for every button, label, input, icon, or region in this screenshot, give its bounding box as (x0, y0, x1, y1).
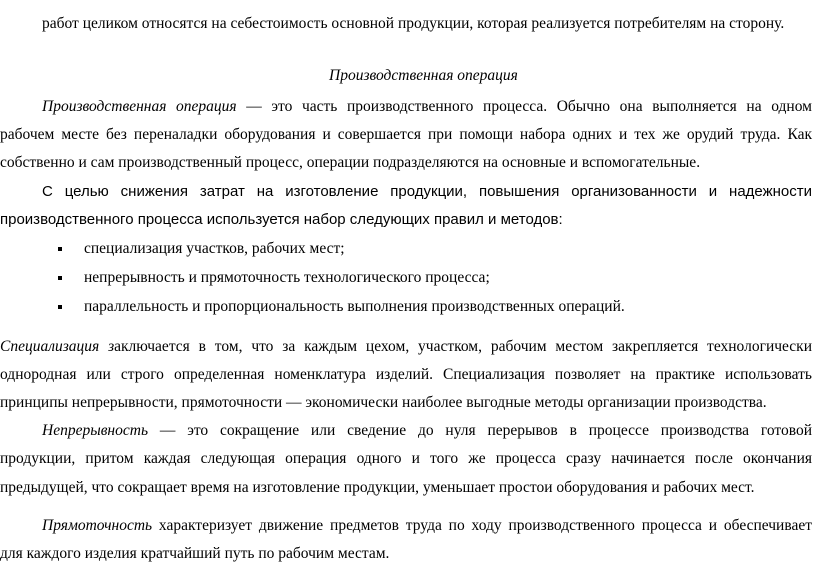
bullet-icon (58, 247, 62, 251)
paragraph-3-line-3: принципы непрерывности, прямоточности — экономически наиболее выгодные методы организации производства. (0, 394, 767, 411)
paragraph-4-line-1: Непрерывность — это сокращение или сведение до нуля перерывов в процессе производства готовой (42, 422, 812, 439)
paragraph-continuation: работ целиком относятся на себестоимость основной продукции, которая реализуется потребителям на сторону. (42, 15, 785, 32)
paragraph-3-line-1: Специализация заключается в том, что за каждым цехом, участком, рабочим местом закрепляется технологически (0, 338, 812, 355)
paragraph-1-line-1: Производственная операция — это часть производственного процесса. Обычно она выполняется на одном (42, 98, 812, 115)
paragraph-5-line-1: Прямоточность характеризует движение предметов труда по ходу производственного процесса и обеспечивает (42, 517, 812, 534)
paragraph-1-line-2: рабочем месте без переналадки оборудования и совершается при помощи набора одних и тех же орудий труда. Как (0, 126, 812, 143)
bullet-icon (58, 305, 62, 309)
paragraph-2-line-2: производственного процесса используется набор следующих правил и методов: (0, 211, 563, 228)
bullet-icon (58, 276, 62, 280)
paragraph-5-line-2: для каждого изделия кратчайший путь по рабочим местам. (0, 545, 390, 562)
paragraph-1-line-3: собственно и сам производственный процесс, операции подразделяются на основные и вспомогательные. (0, 154, 701, 171)
section-heading: Производственная операция (329, 67, 518, 84)
paragraph-4-line-2: продукции, притом каждая следующая операция одного и того же процесса сразу начинается после окончания (0, 450, 812, 467)
paragraph-4-line-3: предыдущей, что сокращает время на изготовление продукции, уменьшает простои оборудования и рабочих мест. (0, 479, 755, 496)
paragraph-2-line-1: С целью снижения затрат на изготовление продукции, повышения организованности и надежности (42, 183, 812, 200)
paragraph-3-line-2: однородная или строго определенная номенклатура изделий. Специализация позволяет на практике использовать (0, 366, 812, 383)
